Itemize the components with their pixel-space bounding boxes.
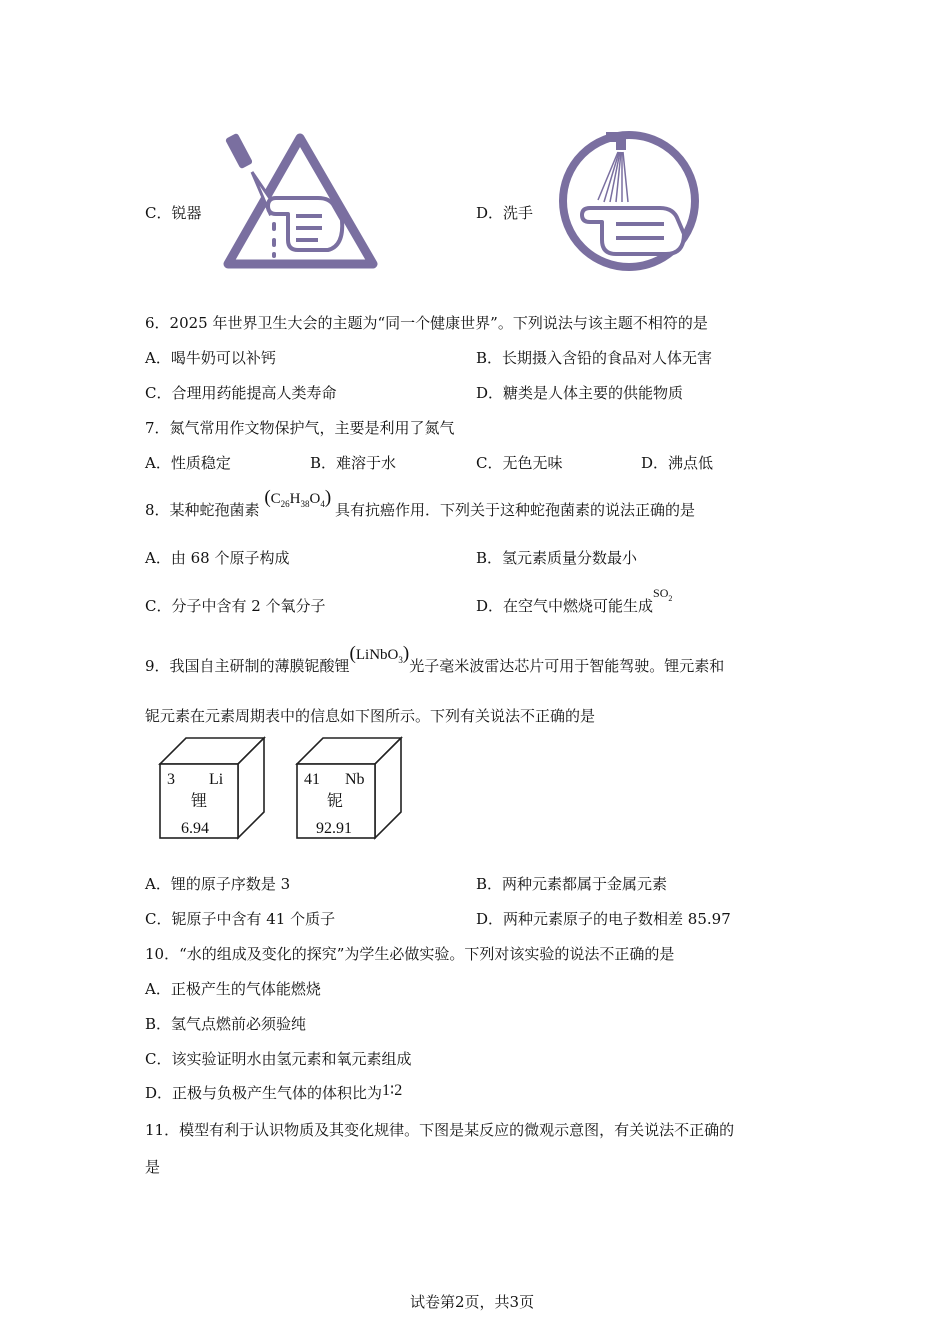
q8-stem-after: 具有抗癌作用．下列关于这种蛇孢菌素的说法正确的是	[334, 501, 695, 519]
hand-washing-icon	[556, 128, 702, 274]
q8-d-formula: SO2	[653, 586, 673, 603]
nb-atomic-number: 41	[304, 771, 320, 788]
q10-option-c: C．该实验证明水由氢元素和氧元素组成	[145, 1050, 412, 1068]
q6-stem: 6．2025 年世界卫生大会的主题为“同一个健康世界”。下列说法与该主题不相符的是	[145, 314, 708, 332]
element-cube-li	[158, 736, 266, 842]
q10-option-d: D．正极与负极产生气体的体积比为1∶2	[145, 1082, 403, 1102]
q7-option-b: B．难溶于水	[310, 454, 397, 472]
nb-name: 铌	[327, 793, 344, 810]
li-atomic-number: 3	[167, 771, 175, 788]
li-mass: 6.94	[181, 820, 209, 837]
nb-symbol: Nb	[345, 771, 365, 788]
q9-option-b: B．两种元素都属于金属元素	[476, 875, 668, 893]
q10-stem: 10．“水的组成及变化的探究”为学生必做实验。下列对该实验的说法不正确的是	[145, 945, 675, 963]
q9-option-d: D．两种元素原子的电子数相差 85.97	[476, 910, 731, 928]
q6-option-c: C．合理用药能提高人类寿命	[145, 384, 337, 402]
q8-stem-before: 8．某种蛇孢菌素	[145, 501, 260, 519]
li-name: 锂	[191, 793, 208, 810]
q7-option-c: C．无色无味	[476, 454, 563, 472]
q6-option-b: B．长期摄入含铅的食品对人体无害	[476, 349, 713, 367]
q6-option-d: D．糖类是人体主要的供能物质	[476, 384, 684, 402]
q10-option-b: B．氢气点燃前必须验纯	[145, 1015, 307, 1033]
q6-option-a: A．喝牛奶可以补钙	[145, 349, 276, 367]
q7-stem: 7．氮气常用作文物保护气，主要是利用了氮气	[145, 419, 455, 437]
q9-stem-line2: 铌元素在元素周期表中的信息如下图所示。下列有关说法不正确的是	[145, 707, 596, 725]
q9-formula: (LiNbO$_3$)	[349, 643, 410, 665]
q8-option-d: D．在空气中燃烧可能生成$^{SO_2}$	[476, 586, 673, 615]
q8-stem	[145, 487, 695, 522]
q8-option-b: B．氢元素质量分数最小	[476, 549, 638, 567]
q9-option-c: C．铌原子中含有 41 个质子	[145, 910, 336, 928]
page-footer: 试卷第2页，共3页	[410, 1293, 535, 1311]
q7-option-d: D．沸点低	[641, 454, 714, 472]
q9-stem-line1: 9．我国自主研制的薄膜铌酸锂(LiNbO$_3$)光子毫米波雷达芯片可用于智能驾驶。锂元素和	[145, 643, 725, 675]
q11-stem-line2: 是	[145, 1158, 161, 1176]
q8-option-c: C．分子中含有 2 个氧分子	[145, 597, 326, 615]
q8-formula: $(C_{26}H_{38}O_4)$	[264, 487, 332, 509]
q8-option-a: A．由 68 个原子构成	[145, 549, 290, 567]
q10-ratio: 1∶2	[382, 1082, 403, 1099]
q5-option-d: D．洗手	[476, 204, 534, 222]
li-symbol: Li	[209, 771, 224, 788]
q10-option-a: A．正极产生的气体能燃烧	[145, 980, 321, 998]
nb-mass: 92.91	[316, 820, 352, 837]
q11-stem-line1: 11．模型有利于认识物质及其变化规律。下图是某反应的微观示意图，有关说法不正确的	[145, 1121, 735, 1139]
q5-option-c: C．锐器	[145, 204, 202, 222]
sharp-objects-warning-icon	[218, 128, 383, 274]
q7-option-a: A．性质稳定	[145, 454, 231, 472]
q9-option-a: A．锂的原子序数是 3	[145, 875, 291, 893]
